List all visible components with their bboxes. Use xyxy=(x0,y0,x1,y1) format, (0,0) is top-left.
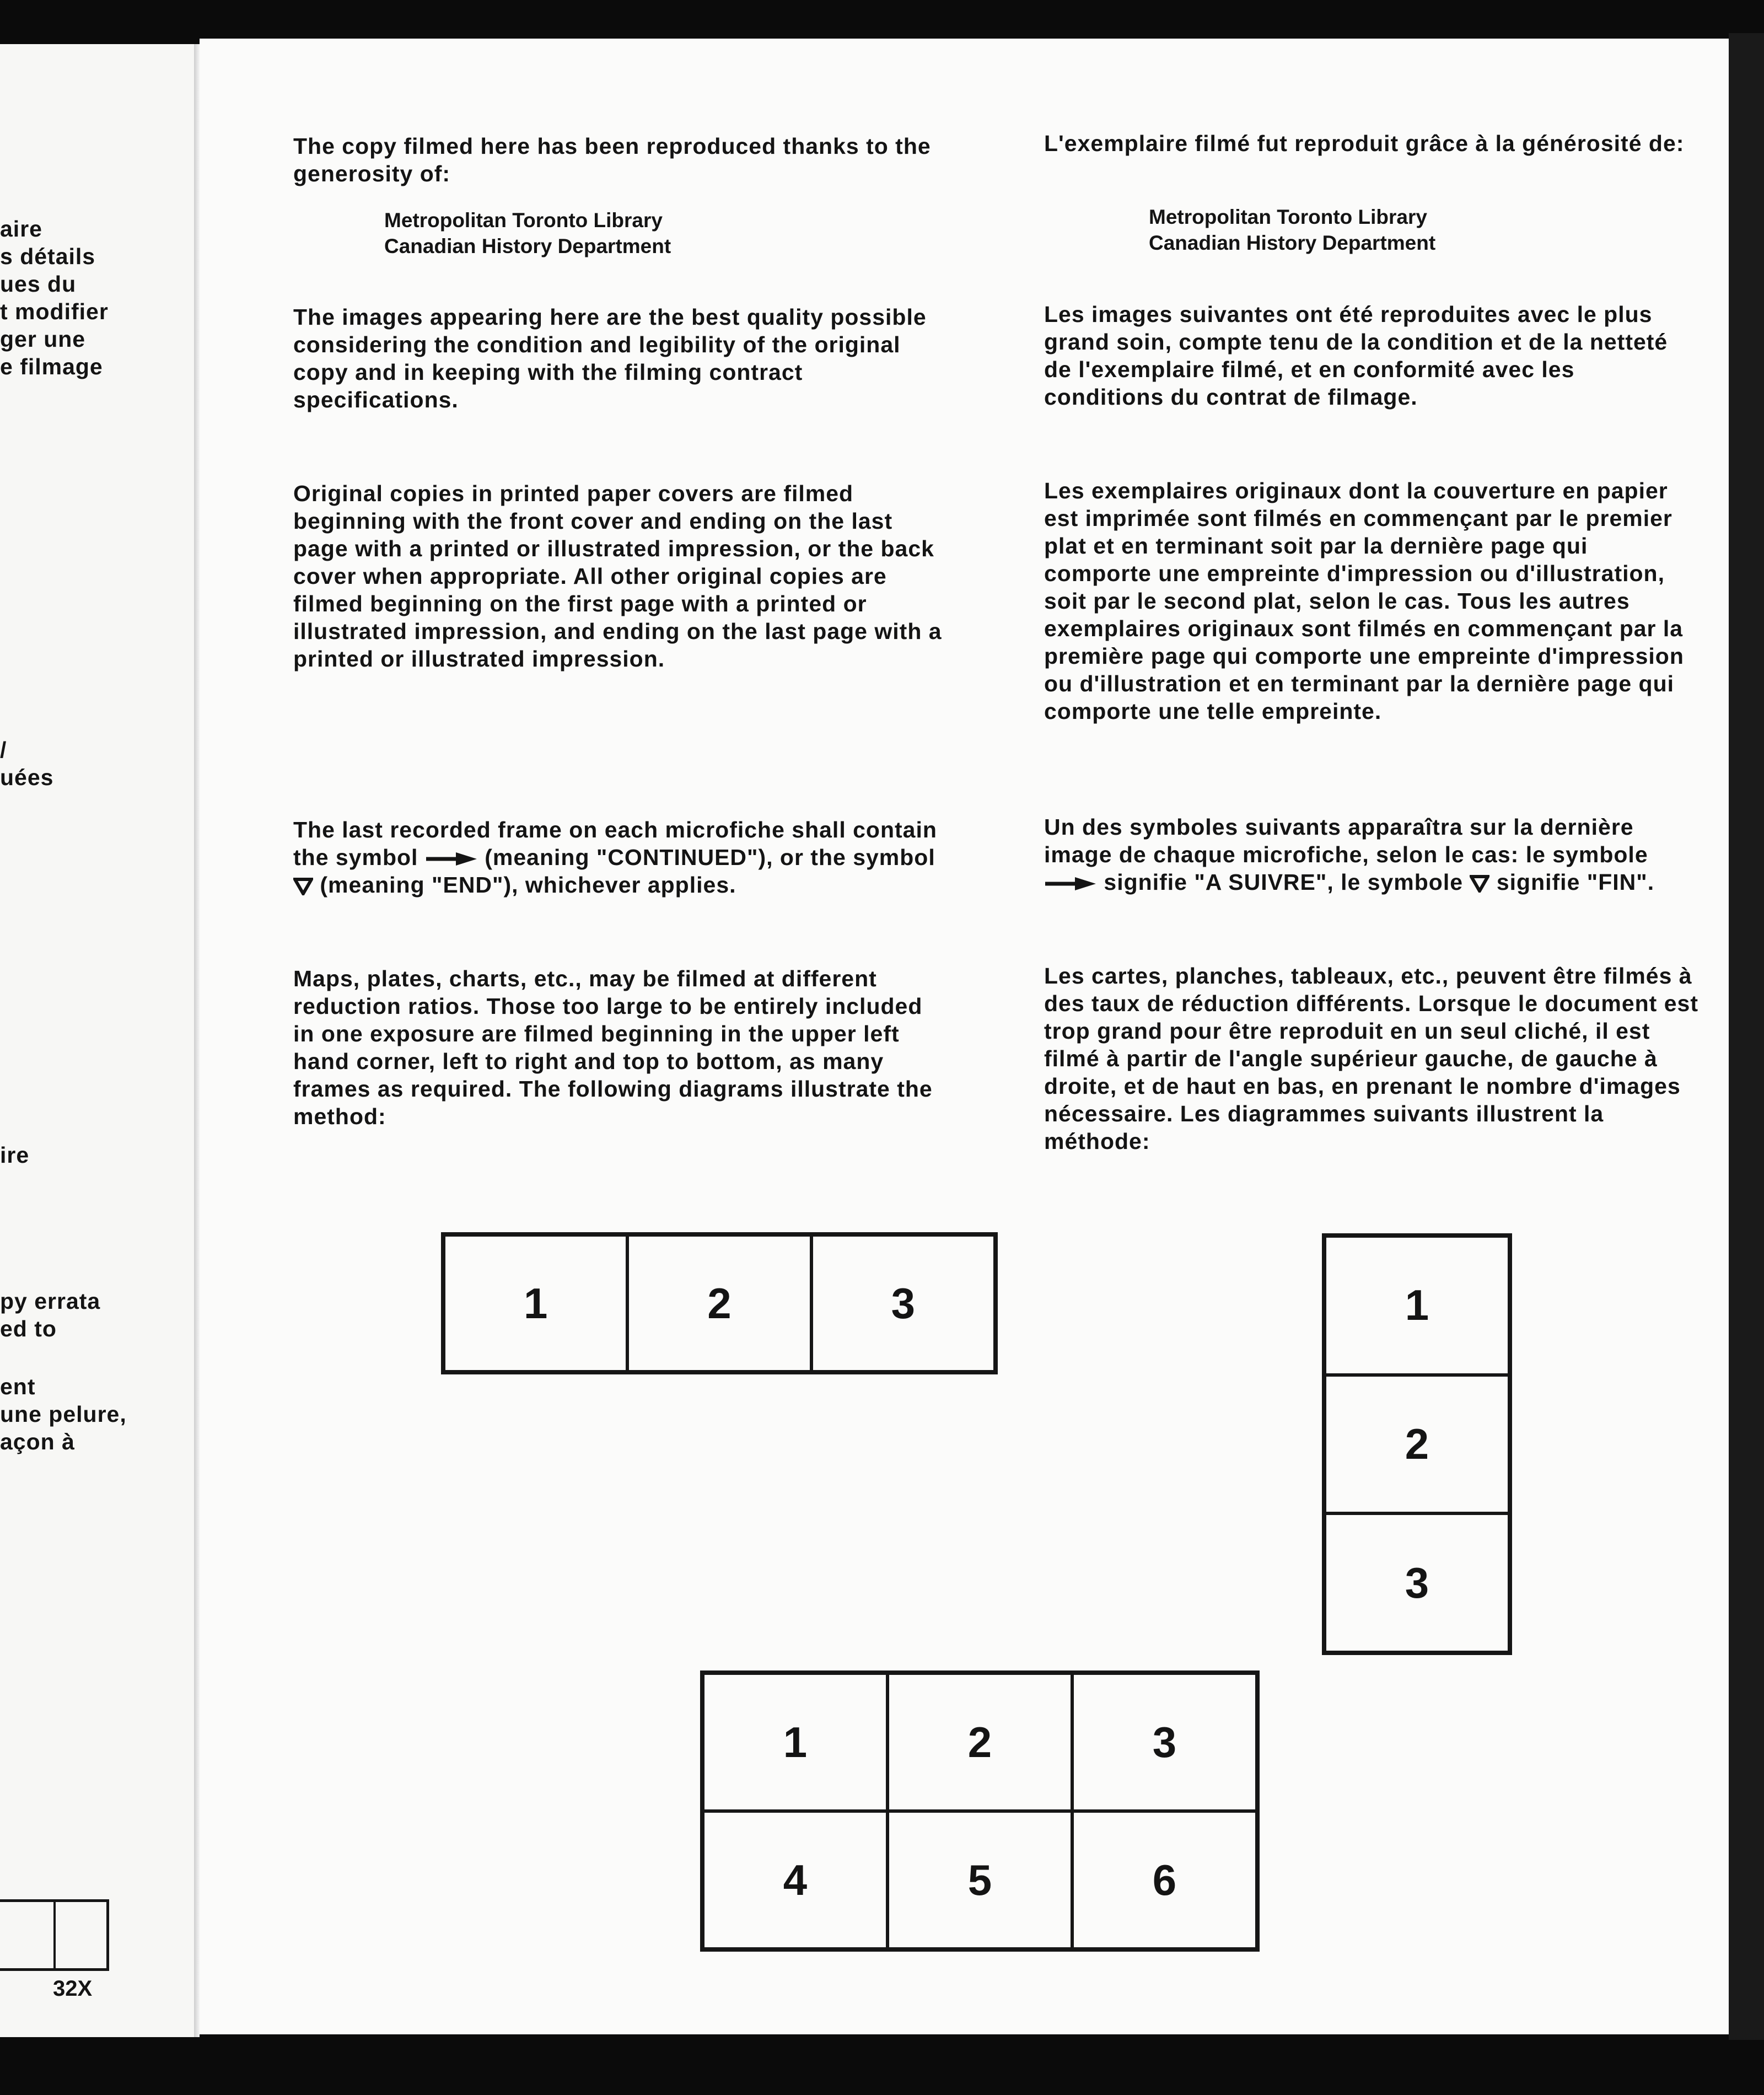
diagram-frame: 3 xyxy=(811,1235,995,1372)
fragment-text: ues du xyxy=(0,271,77,297)
fr-symbol-text-c: signifie "FIN". xyxy=(1496,869,1655,895)
en-institution-line2: Canadian History Department xyxy=(384,235,671,257)
diagram-frame: 1 xyxy=(703,1673,888,1811)
fr-institution-line1: Metropolitan Toronto Library xyxy=(1149,206,1427,228)
diagram-grid-six xyxy=(700,1670,1260,1952)
triangle-down-icon xyxy=(1470,875,1489,893)
fr-originals: Les exemplaires originaux dont la couverture en papier est imprimée sont filmés en commençant par le premier plat et en terminant soit par la dernière page qui comporte une empreinte d'impression ou d'illustration, soit par le second plat, selon le cas. Tous les autres exemplaires originaux sont filmés en commençant par la première page qui comporte une empreinte d'impression ou d'illustration et en terminant par la dernière page qui comporte une telle empreinte. xyxy=(1044,478,1684,724)
diagram-vertical-three xyxy=(1322,1233,1512,1655)
fragment-text: uées xyxy=(0,765,54,790)
triangle-down-icon xyxy=(293,878,313,895)
diagram-frame: 2 xyxy=(888,1673,1072,1811)
arrow-right-icon xyxy=(425,851,478,867)
diagram-frame: 4 xyxy=(703,1811,888,1949)
en-thanks: The copy filmed here has been reproduced thanks to the generosity of: xyxy=(293,133,931,186)
fragment-text: une pelure, xyxy=(0,1401,127,1427)
film-edge xyxy=(1729,33,1764,2040)
en-symbol-text-c: (meaning "END"), whichever applies. xyxy=(320,872,736,898)
diagram-frame: 2 xyxy=(1325,1375,1509,1514)
en-institution-line1: Metropolitan Toronto Library xyxy=(384,209,663,232)
en-symbol-text-a: The last recorded frame on each microfiche shall contain the symbol xyxy=(293,817,937,870)
diagram-frame: 1 xyxy=(444,1235,627,1372)
fr-thanks: L'exemplaire filmé fut reproduit grâce à la générosité de: xyxy=(1044,131,1685,156)
diagram-horizontal-three xyxy=(441,1232,998,1374)
en-maps: Maps, plates, charts, etc., may be filmed at different reduction ratios. Those too large to be entirely included in one exposure are filmed beginning in the upper left hand corner, left to right and top to bottom, as many frames as required. The following diagrams illustrate the method: xyxy=(293,966,933,1129)
fragment-text: ed to xyxy=(0,1316,57,1341)
diagram-frame: 5 xyxy=(888,1811,1072,1949)
fragment-text: aire xyxy=(0,216,42,241)
fr-symbol-text-b: signifie "A SUIVRE", le symbole xyxy=(1104,869,1464,895)
fragment-text: s détails xyxy=(0,244,96,269)
fragment-text: t modifier xyxy=(0,299,109,324)
reduction-ratio-label: 32X xyxy=(53,1976,93,2001)
adjacent-page-strip xyxy=(0,44,200,2037)
diagram-frame: 2 xyxy=(627,1235,811,1372)
en-symbols xyxy=(293,816,949,899)
diagram-frame: 1 xyxy=(1325,1236,1509,1375)
fragment-text: ent xyxy=(0,1374,36,1399)
diagram-frame: 3 xyxy=(1325,1513,1509,1652)
fragment-text: ger une xyxy=(0,326,86,352)
fr-quality: Les images suivantes ont été reproduites avec le plus grand soin, compte tenu de la condition et de la netteté de l'exemplaire filmé, et en conformité avec les conditions du contrat de filmage. xyxy=(1044,302,1668,410)
fragment-text: e filmage xyxy=(0,354,103,379)
fr-institution-line2: Canadian History Department xyxy=(1149,232,1436,254)
fragment-text: / xyxy=(0,737,7,762)
page-gutter xyxy=(194,44,200,2037)
en-originals: Original copies in printed paper covers are filmed beginning with the front cover and ending on the last page with a printed or illustrated impression, or the back cover when appropriate. All other original copies are filmed beginning on the first page with a printed or illustrated impression, and ending on the last page with a printed or illustrated impression. xyxy=(293,481,942,672)
diagram-frame: 3 xyxy=(1072,1673,1257,1811)
fr-symbol-text-a: Un des symboles suivants apparaîtra sur la dernière image de chaque microfiche, selon le cas: le symbole xyxy=(1044,814,1648,867)
diagram-frame: 6 xyxy=(1072,1811,1257,1949)
arrow-right-icon xyxy=(1044,876,1097,891)
en-symbol-text-b: (meaning "CONTINUED"), or the symbol xyxy=(485,845,935,870)
en-quality: The images appearing here are the best quality possible considering the condition and legibility of the original copy and in keeping with the filming contract specifications. xyxy=(293,304,927,412)
fr-symbols xyxy=(1044,813,1700,896)
reduction-target-box xyxy=(0,1899,109,1971)
fr-maps: Les cartes, planches, tableaux, etc., peuvent être filmés à des taux de réduction différents. Lorsque le document est trop grand pour être reproduit en un seul cliché, il est filmé à partir de l'angle supérieur gauche, de gauche à droite, et de haut en bas, en prenant le nombre d'images nécessaire. Les diagrammes suivants illustrent la méthode: xyxy=(1044,963,1698,1154)
fragment-text: ire xyxy=(0,1142,30,1168)
fragment-text: açon à xyxy=(0,1429,75,1454)
fragment-text: py errata xyxy=(0,1288,101,1314)
